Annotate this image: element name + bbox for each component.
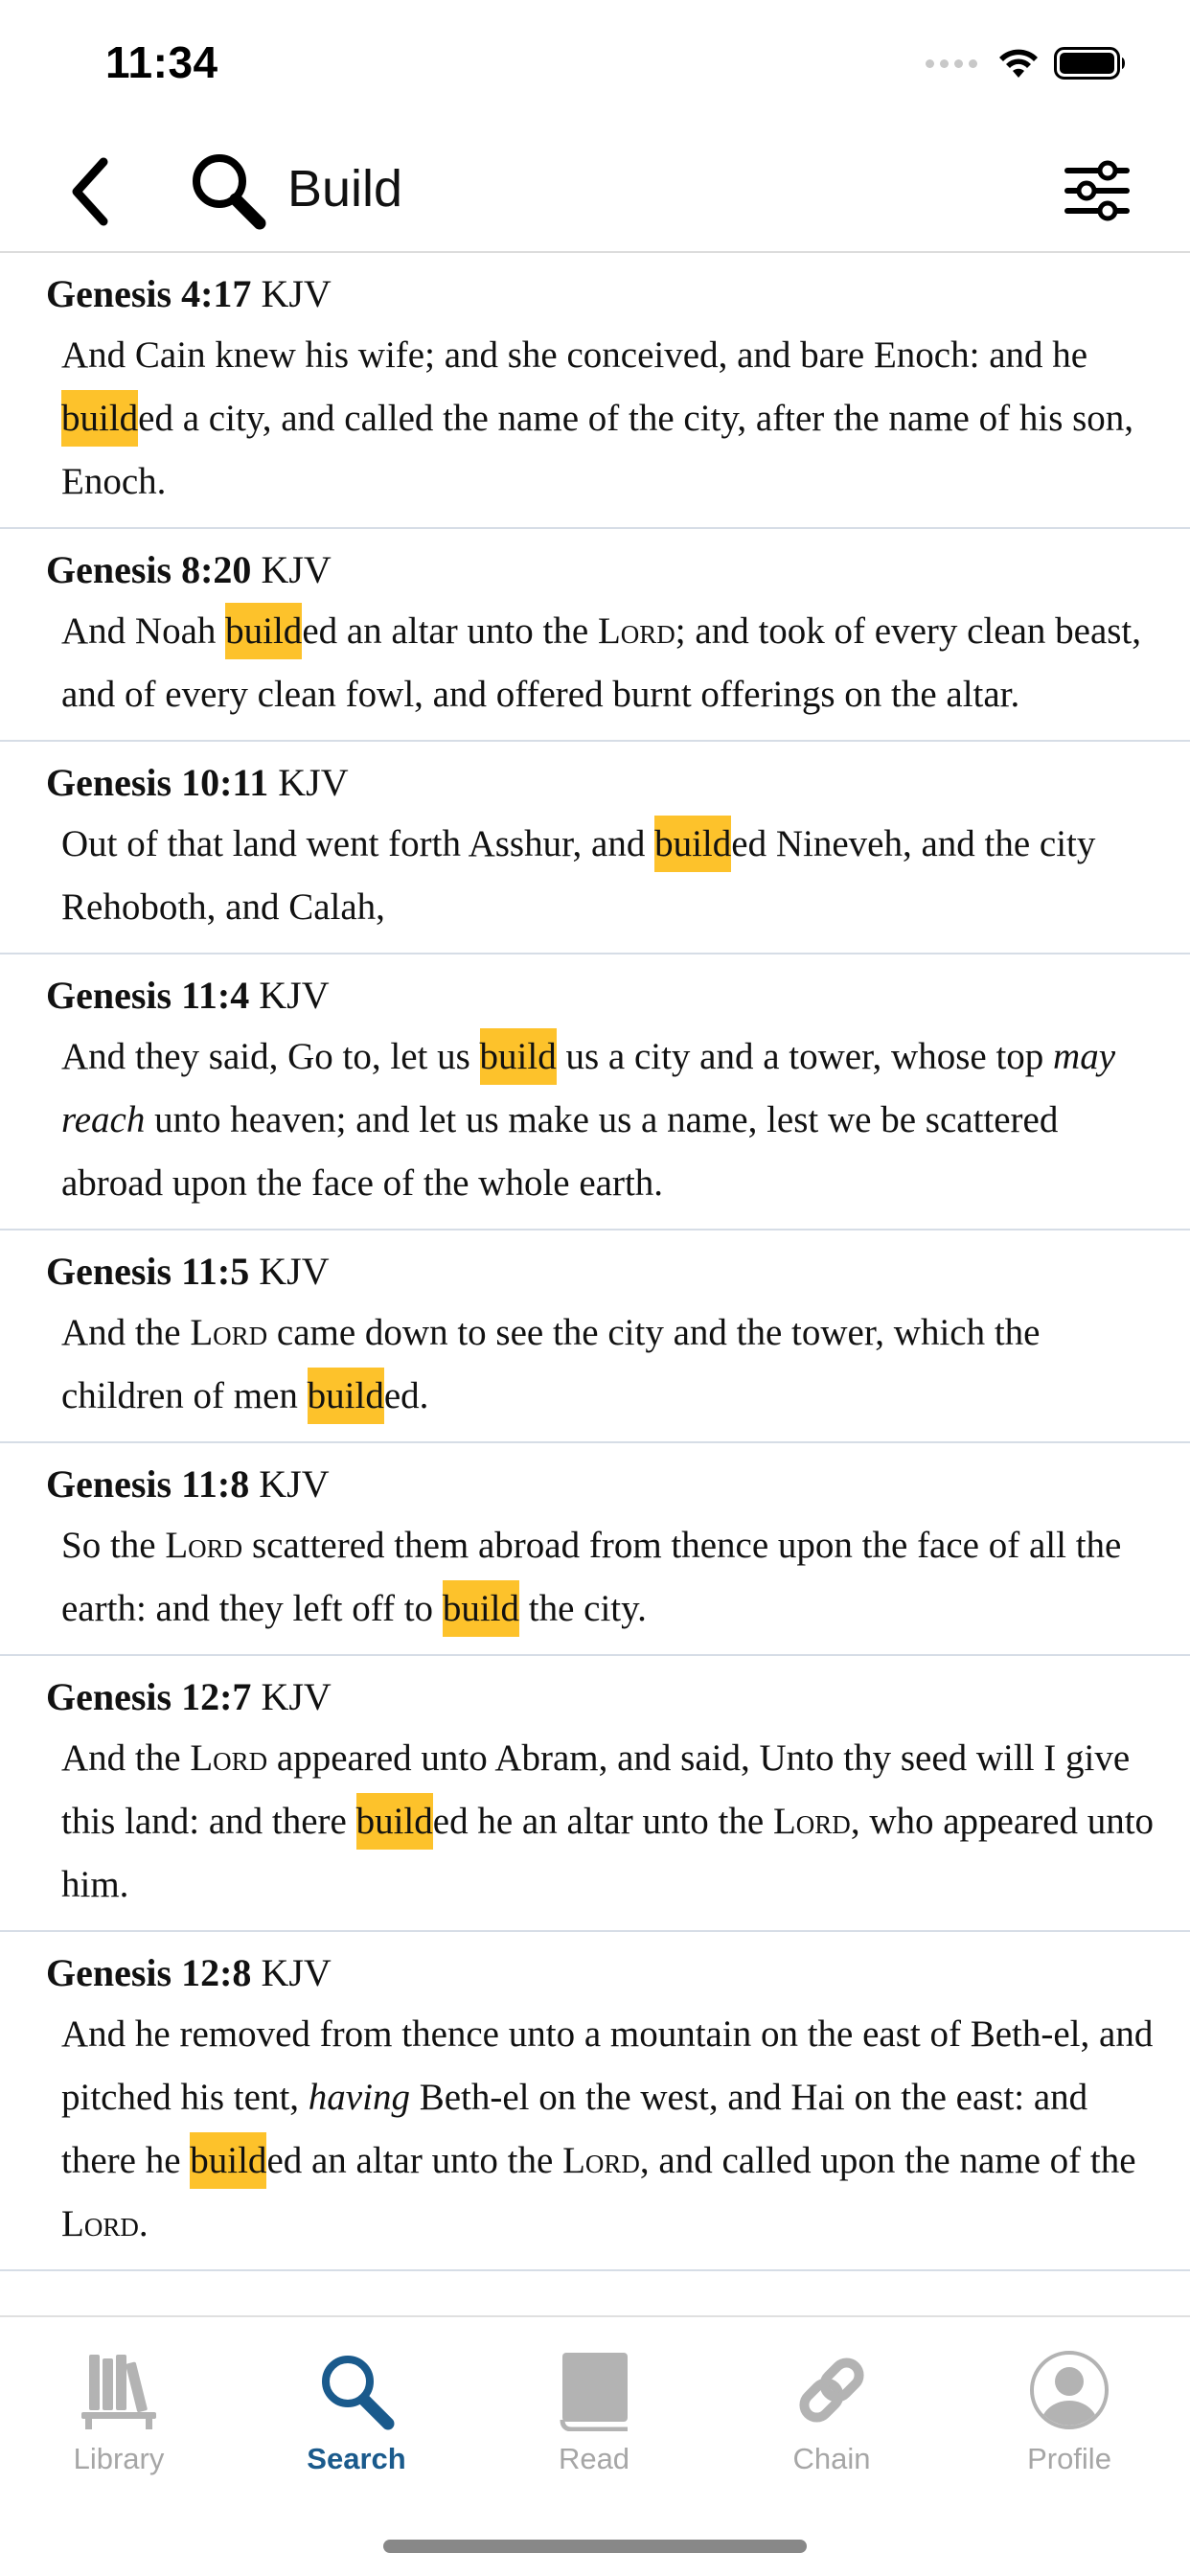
tab-label: Read bbox=[558, 2442, 630, 2475]
bible-version-label: KJV bbox=[259, 974, 330, 1017]
search-result-item[interactable] bbox=[0, 1230, 1190, 1443]
verse-text-segment: ed a city, and called the name of the city, after the name of his son, Enoch. bbox=[61, 398, 1134, 502]
search-result-item[interactable] bbox=[0, 1443, 1190, 1656]
tab-profile[interactable] bbox=[973, 2346, 1165, 2499]
verse-text bbox=[46, 324, 1167, 514]
verse-text-segment: us a city and a tower, whose top bbox=[556, 1036, 1054, 1077]
library-books-icon bbox=[75, 2346, 163, 2434]
home-indicator bbox=[383, 2540, 807, 2553]
tab-read[interactable] bbox=[498, 2346, 690, 2499]
status-indicators bbox=[926, 44, 1127, 82]
search-match-highlight: build bbox=[443, 1580, 519, 1637]
book-icon bbox=[550, 2346, 638, 2434]
search-result-item[interactable] bbox=[0, 529, 1190, 742]
verse-reference-label: Genesis 10:11 bbox=[46, 761, 269, 804]
verse-reference-label: Genesis 4:17 bbox=[46, 272, 252, 315]
verse-text-segment: appeared unto Abram, and said, Unto thy seed will I give this land: and there bbox=[61, 1737, 1131, 1842]
tab-label: Library bbox=[73, 2442, 165, 2475]
verse-text-segment: ed he an altar unto the bbox=[432, 1801, 773, 1842]
search-result-item[interactable] bbox=[0, 253, 1190, 529]
tab-label: Profile bbox=[1027, 2442, 1111, 2475]
search-match-highlight: build bbox=[308, 1368, 384, 1424]
verse-text-segment: unto heaven; and let us make us a name, lest we be scattered abroad upon the face of the whole earth. bbox=[61, 1099, 1059, 1204]
search-result-item[interactable] bbox=[0, 1656, 1190, 1932]
divine-name-small-caps: Lord bbox=[772, 1801, 851, 1842]
verse-text bbox=[46, 2003, 1167, 2256]
verse-text-segment: ed Nineveh, and the city Rehoboth, and Calah, bbox=[61, 823, 1096, 928]
verse-text-segment: came down to see the city and the tower, which the children of men bbox=[61, 1312, 1041, 1416]
divine-name-small-caps: Lord bbox=[165, 1525, 243, 1566]
verse-text-segment: So the bbox=[61, 1525, 166, 1566]
verse-reference bbox=[46, 970, 1167, 1022]
verse-reference bbox=[46, 268, 1167, 320]
italic-supplied-words: having bbox=[308, 2077, 410, 2118]
verse-text-segment: And the bbox=[61, 1737, 191, 1779]
cellular-signal-icon bbox=[926, 59, 977, 68]
search-query-text[interactable]: Build bbox=[287, 160, 403, 218]
search-icon bbox=[312, 2346, 400, 2434]
bible-version-label: KJV bbox=[261, 272, 332, 315]
wifi-icon bbox=[996, 46, 1041, 80]
search-results-list bbox=[0, 253, 1190, 2315]
bible-version-label: KJV bbox=[259, 1250, 330, 1293]
search-match-highlight: build bbox=[225, 603, 302, 659]
verse-text-segment: And the bbox=[61, 1312, 191, 1353]
verse-text-segment: , who appeared unto him. bbox=[61, 1801, 1155, 1905]
divine-name-small-caps: Lord bbox=[597, 610, 675, 652]
back-chevron-icon bbox=[67, 156, 115, 227]
divine-name-small-caps: Lord bbox=[562, 2140, 640, 2181]
bible-version-label: KJV bbox=[261, 548, 332, 591]
search-header bbox=[0, 125, 1190, 253]
search-button[interactable] bbox=[188, 150, 270, 232]
verse-text bbox=[46, 1514, 1167, 1641]
filter-sliders-icon bbox=[1064, 157, 1131, 224]
chain-link-icon bbox=[788, 2346, 876, 2434]
bible-version-label: KJV bbox=[259, 1462, 330, 1506]
verse-text-segment: ed an altar unto the bbox=[266, 2140, 563, 2181]
verse-reference-label: Genesis 12:7 bbox=[46, 1675, 252, 1718]
search-result-item[interactable] bbox=[0, 1932, 1190, 2271]
verse-text-segment: ; and took of every clean beast, and of every clean fowl, and offered burnt offerings on the altar. bbox=[61, 610, 1142, 715]
bible-version-label: KJV bbox=[278, 761, 349, 804]
search-result-item[interactable] bbox=[0, 742, 1190, 954]
verse-reference bbox=[46, 1947, 1167, 1999]
tab-label: Chain bbox=[792, 2442, 871, 2475]
verse-text-segment: . bbox=[138, 2203, 149, 2244]
verse-reference bbox=[46, 1459, 1167, 1510]
verse-text-segment: And they said, Go to, let us bbox=[61, 1036, 480, 1077]
battery-icon bbox=[1054, 46, 1127, 80]
search-icon bbox=[188, 150, 270, 232]
search-match-highlight: build bbox=[356, 1793, 433, 1850]
search-match-highlight: build bbox=[480, 1028, 557, 1085]
bible-version-label: KJV bbox=[261, 1675, 332, 1718]
verse-text-segment: And he removed from thence unto a mountain on the east of Beth-el, and pitched his tent, bbox=[61, 2013, 1154, 2118]
verse-text-segment: scattered them abroad from thence upon the face of all the earth: and they left off to bbox=[61, 1525, 1122, 1629]
italic-supplied-words: may reach bbox=[61, 1036, 1116, 1140]
verse-text bbox=[46, 1301, 1167, 1428]
verse-reference-label: Genesis 12:8 bbox=[46, 1951, 252, 1994]
verse-text bbox=[46, 1025, 1167, 1215]
verse-text bbox=[46, 1727, 1167, 1917]
search-match-highlight: build bbox=[61, 390, 138, 447]
tab-library[interactable] bbox=[23, 2346, 215, 2499]
verse-text-segment: And Cain knew his wife; and she conceived, and bare Enoch: and he bbox=[61, 334, 1088, 376]
verse-reference bbox=[46, 757, 1167, 809]
filter-button[interactable] bbox=[1064, 157, 1131, 224]
profile-avatar-icon bbox=[1025, 2346, 1113, 2434]
verse-reference-label: Genesis 11:8 bbox=[46, 1462, 250, 1506]
search-result-item[interactable] bbox=[0, 954, 1190, 1230]
tab-search[interactable] bbox=[261, 2346, 452, 2499]
verse-reference-label: Genesis 11:5 bbox=[46, 1250, 250, 1293]
verse-text-segment: ed. bbox=[383, 1375, 429, 1416]
verse-text-segment: ed an altar unto the bbox=[302, 610, 598, 652]
status-bar bbox=[0, 0, 1190, 125]
divine-name-small-caps: Lord bbox=[190, 1312, 268, 1353]
verse-text-segment: Out of that land went forth Asshur, and bbox=[61, 823, 655, 864]
tab-chain[interactable] bbox=[736, 2346, 927, 2499]
verse-reference-label: Genesis 11:4 bbox=[46, 974, 250, 1017]
divine-name-small-caps: Lord bbox=[190, 1737, 268, 1779]
verse-reference-label: Genesis 8:20 bbox=[46, 548, 252, 591]
bible-version-label: KJV bbox=[261, 1951, 332, 1994]
tab-bar bbox=[0, 2315, 1190, 2576]
verse-text-segment: And Noah bbox=[61, 610, 226, 652]
divine-name-small-caps: Lord bbox=[61, 2203, 139, 2244]
verse-text-segment: the city. bbox=[518, 1588, 647, 1629]
verse-text bbox=[46, 600, 1167, 726]
verse-reference bbox=[46, 1671, 1167, 1723]
tab-label: Search bbox=[307, 2442, 406, 2475]
back-button[interactable] bbox=[57, 153, 125, 230]
verse-text-segment: , and called upon the name of the bbox=[639, 2140, 1136, 2181]
search-match-highlight: build bbox=[190, 2132, 266, 2189]
verse-text bbox=[46, 813, 1167, 939]
status-time: 11:34 bbox=[105, 37, 218, 87]
verse-reference bbox=[46, 544, 1167, 596]
search-match-highlight: build bbox=[654, 816, 731, 872]
verse-text-segment: Beth-el on the west, and Hai on the east: and there he bbox=[61, 2077, 1088, 2181]
verse-reference bbox=[46, 1246, 1167, 1298]
